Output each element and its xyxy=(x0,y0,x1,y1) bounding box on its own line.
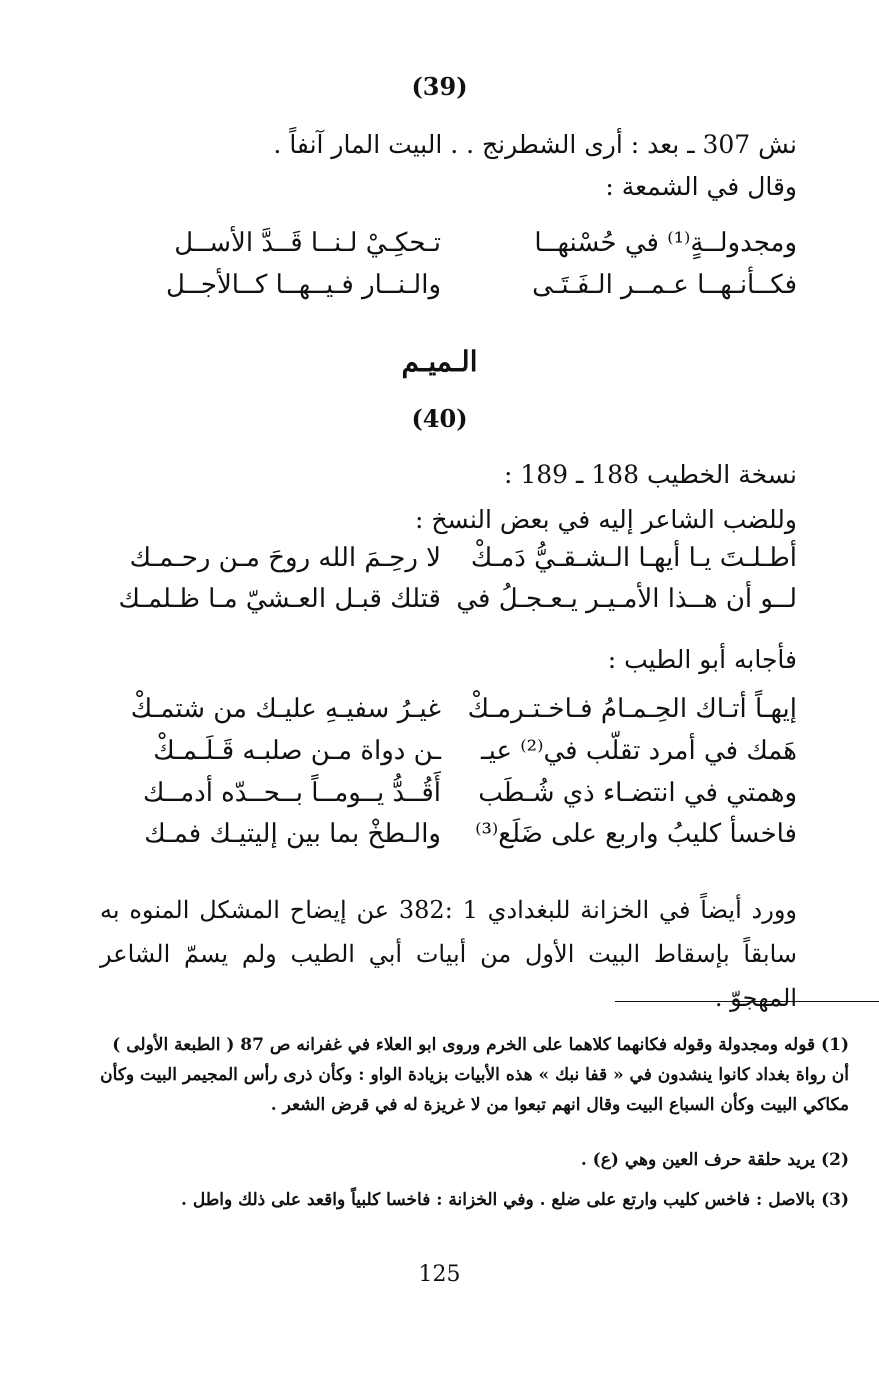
source-line: نسخة الخطيب 188 ـ 189 : xyxy=(503,460,797,489)
source-note: نش 307 ـ بعد : أرى الشطرنج . . البيت المار آنفاً . xyxy=(273,130,797,159)
footnote-divider xyxy=(615,1001,879,1002)
verse-row xyxy=(0,694,879,734)
verse-row xyxy=(0,819,879,859)
hemistich-first: إيهـاً أتـاك الحِـمـامُ فـاخـتـرمـكْ xyxy=(467,694,797,724)
reply-intro: فأجابه أبو الطيب : xyxy=(607,645,797,674)
verse-row xyxy=(0,543,879,583)
footnote-2: (2) يريد حلقة حرف العين وهي (ع) . xyxy=(580,1150,849,1170)
hemistich-second: والـطخْ بما بين إليتيـك فمـك xyxy=(144,819,441,849)
poem-number-39: (39) xyxy=(411,72,468,101)
hemistich-first: لــو أن هــذا الأمـيـر يـعـجـلُ في xyxy=(456,584,797,614)
poem-intro: وللضب الشاعر إليه في بعض النسخ : xyxy=(415,505,797,534)
hemistich-second: ـن دواة مـن صلبـه قَـلَـمـكْ xyxy=(153,736,441,766)
page-number: 125 xyxy=(418,1262,461,1287)
hemistich-first: ومجدولــةٍ⁽¹⁾ في حُسْنهــا xyxy=(534,228,797,258)
hemistich-second: تـحكِـيْ لـنــا قَــدَّ الأســل xyxy=(174,228,441,258)
verse-row xyxy=(0,228,879,268)
hemistich-second: أَقُــدُّ يــومــاً بــحــدّه أدمــك xyxy=(143,778,441,808)
hemistich-second: غيـرُ سفيـهِ عليـك من شتمـكْ xyxy=(130,694,441,724)
hemistich-second: لا رحِـمَ الله روحَ مـن رحـمـك xyxy=(129,543,441,573)
hemistich-first: فكــأنـهــا عـمــر الـفَـتَـى xyxy=(532,270,797,300)
verse-row xyxy=(0,736,879,776)
verse-row xyxy=(0,584,879,624)
verse-row xyxy=(0,778,879,818)
hemistich-second: والـنــار فـيــهــا كــالأجــل xyxy=(165,270,441,300)
hemistich-first: فاخسأ كليبُ واربع على ضَلَع⁽³⁾ xyxy=(475,819,797,849)
verse-row xyxy=(0,270,879,310)
section-title: الـميـم xyxy=(401,345,478,378)
poem-number-40: (40) xyxy=(411,404,468,433)
hemistich-first: أطـلـتَ يـا أيهـا الـشـقـيُّ دَمـكْ xyxy=(470,543,797,573)
footnote-3: (3) بالاصل : فاخس كليب وارتع على ضلع . وفي الخزانة : فاخسا كلبياً واقعد على ذلك واطل . xyxy=(181,1190,849,1210)
poem-intro: وقال في الشمعة : xyxy=(605,172,797,201)
hemistich-first: وهمتي في انتضـاء ذي شُـطَب xyxy=(478,778,797,808)
hemistich-second: قتلك قبـل العـشيّ مـا ظـلمـك xyxy=(118,584,441,614)
closing-paragraph: وورد أيضاً في الخزانة للبغدادي 1 :382 عن إيضاح المشكل المنوه به سابقاً بإسقاط البيت الأول من أبيات أبي الطيب ولم يسمّ الشاعر المهجوّ . xyxy=(100,896,798,1012)
hemistich-first: هَمك في أمرد تقلّب في⁽²⁾ عيـ xyxy=(481,736,797,766)
footnote-1: (1) قوله ومجدولة وقوله فكانهما كلاهما على الخرم وروى ابو العلاء في غفرانه ص 87 ( الطبعة الأولى ) أن رواة بغداد كانوا ينشدون في « قفا نبك » هذه الأبيات بزيادة الواو : وكأن ذرى رأس المجيمر البيت وكأن مكاكي البيت وكأن السباع البيت وقال انهم تبعوا من لا غريزة له في قرض الشعر . xyxy=(100,1035,849,1115)
